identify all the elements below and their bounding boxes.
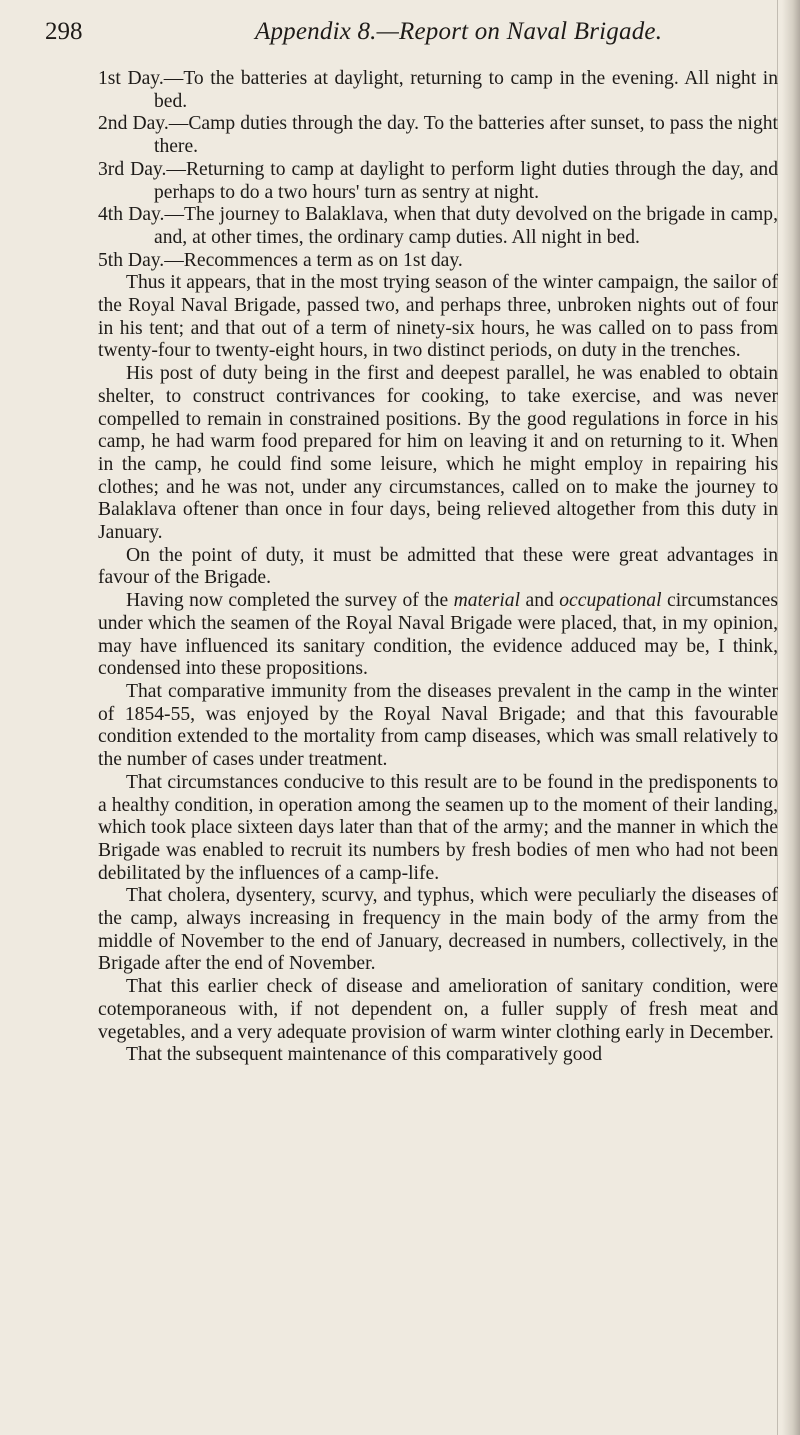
paragraph-immunity: That comparative immunity from the diseases prevalent in the camp in the winter of 1854-55, was enjoyed by the Royal Naval Brigade; and that this favourable condition extended to the mortality from camp diseases, which was small relatively to the number of cases under treatment. (98, 680, 778, 771)
survey-text-b: and (520, 590, 560, 612)
body-text (98, 68, 778, 1067)
paragraph-earlier-check: That this earlier check of disease and amelioration of sanitary condition, were cotemporaneous with, if not dependent on, a fuller supply of fresh meat and vegetables, and a very adequate provision of warm winter clothing early in December. (98, 976, 778, 1043)
paragraph-post-of-duty: His post of duty being in the first and deepest parallel, he was enabled to obtain shelter, to construct contrivances for cooking, to take exercise, and was never compelled to remain in constrained positions. By the good regulations in force in his camp, he had warm food prepared for him on leaving it and on returning to it. When in the camp, he could find some leisure, which he might employ in repairing his clothes; and he was not, under any circumstances, called on to make the journey to Balaklava oftener than once in four days, being relieved altogether from this duty in January. (98, 363, 778, 544)
paragraph-maintenance: That the subsequent maintenance of this comparatively good (126, 1044, 603, 1066)
page-number: 298 (45, 18, 83, 45)
day-entry-2: 2nd Day.—Camp duties through the day. To the batteries after sunset, to pass the night there. (98, 113, 778, 158)
day-entry-3: 3rd Day.—Returning to camp at daylight to perform light duties through the day, and perhaps to do a two hours' turn as sentry at night. (98, 158, 778, 203)
paragraph-advantages: On the point of duty, it must be admitted that these were great advantages in favour of the Brigade. (98, 544, 778, 589)
running-head (45, 18, 745, 58)
paragraph-diseases: That cholera, dysentery, scurvy, and typhus, which were peculiarly the diseases of the camp, always increasing in frequency in the main body of the army from the middle of November to the end of January, decreased in numbers, collectively, in the Brigade after the end of November. (98, 885, 778, 975)
survey-text-c: circumstances under which the seamen of the Royal Naval Brigade were placed, that, in my opinion, may have influenced its sanitary condition, the evidence adduced may be, I think, condensed into these propositions. (98, 590, 778, 680)
day-entry-4: 4th Day.—The journey to Balaklava, when that duty devolved on the brigade in camp, and, at other times, the ordinary camp duties. All night in bed. (98, 204, 778, 248)
day-entry-5: 5th Day.—Recommences a term as on 1st day. (98, 249, 463, 271)
survey-em-occupational: occupational (559, 590, 662, 612)
running-title: Appendix 8.—Report on Naval Brigade. (255, 18, 663, 45)
paragraph-survey (98, 590, 778, 681)
paragraph-circumstances: That circumstances conducive to this result are to be found in the predisponents to a healthy condition, in operation among the seamen up to the moment of their landing, which took place sixteen days later than that of the army; and the manner in which the Brigade was enabled to recruit its numbers by fresh bodies of men who had not been debilitated by the influences of a camp-life. (98, 771, 778, 884)
survey-em-material: material (453, 590, 521, 612)
page-edge-shadow (782, 0, 800, 1435)
day-entry-1: 1st Day.—To the batteries at daylight, returning to camp in the evening. All night in bed. (98, 68, 778, 112)
survey-text-a: Having now completed the survey of the (126, 590, 454, 612)
paragraph-summary: Thus it appears, that in the most trying season of the winter campaign, the sailor of the Royal Naval Brigade, passed two, and perhaps three, unbroken nights out of four in his tent; and that out of a term of ninety-six hours, he was called on to pass from twenty-four to twenty-eight hours, in two distinct periods, on duty in the trenches. (98, 272, 778, 362)
